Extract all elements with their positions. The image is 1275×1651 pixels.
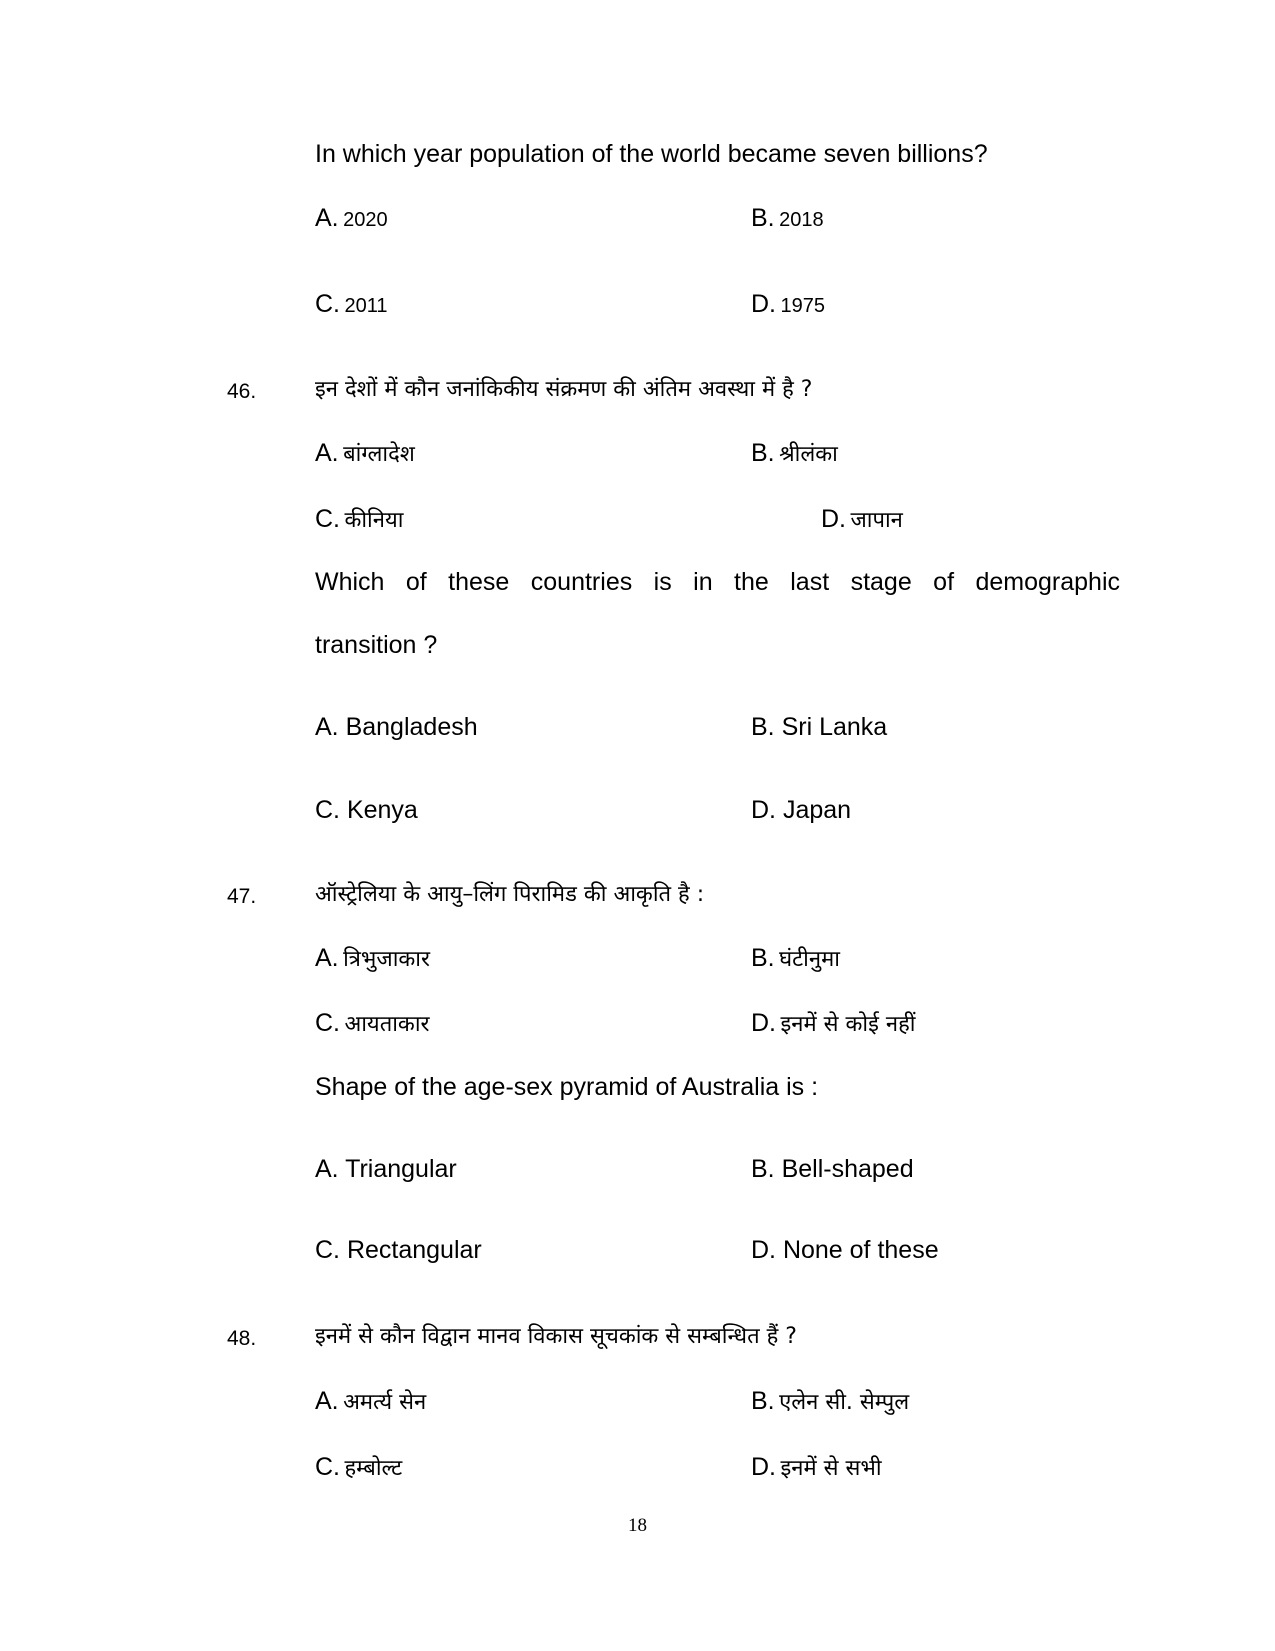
q46-en-option-b: B. Sri Lanka <box>751 713 888 741</box>
q47-hi-option-d <box>751 1008 915 1038</box>
q48-question-hi: इनमें से कौन विद्वान मानव विकास सूचकांक से सम्बन्धित हैं ? <box>315 1324 797 1349</box>
q48-hi-option-c <box>315 1452 402 1482</box>
option-value: श्रीलंका <box>779 442 838 467</box>
option-value: त्रिभुजाकार <box>343 947 431 972</box>
option-value: घंटीनुमा <box>779 947 840 972</box>
option-value: 2011 <box>344 295 388 317</box>
q48-hi-option-b <box>751 1386 909 1416</box>
q47-question-hi: ऑस्ट्रेलिया के आयु–लिंग पिरामिड की आकृति है : <box>315 882 705 907</box>
option-letter: C. <box>315 1453 340 1481</box>
q46-en-option-a: A. Bangladesh <box>315 713 478 741</box>
q47-en-option-b: B. Bell-shaped <box>751 1155 914 1183</box>
q47-hi-option-b <box>751 943 840 973</box>
option-letter: D. <box>751 1453 776 1481</box>
q46-question-hi: इन देशों में कौन जनांकिकीय संक्रमण की अंतिम अवस्था में है ? <box>315 377 813 402</box>
q46-en-option-d: D. Japan <box>751 796 852 824</box>
option-value: एलेन सी. सेम्पुल <box>779 1390 910 1415</box>
option-value: कीनिया <box>344 508 404 533</box>
option-letter: B. <box>751 1387 775 1415</box>
option-value: अमर्त्य सेन <box>343 1390 427 1415</box>
q45-option-d <box>751 290 825 319</box>
option-letter: A. <box>315 204 339 232</box>
q47-en-option-c: C. Rectangular <box>315 1236 482 1264</box>
q47-en-option-a: A. Triangular <box>315 1155 457 1183</box>
option-letter: D. <box>821 505 846 533</box>
option-letter: B. <box>751 204 775 232</box>
q46-hi-option-a <box>315 438 415 468</box>
option-value: 2020 <box>343 209 388 231</box>
option-letter: A. <box>315 944 339 972</box>
option-letter: C. <box>315 1009 340 1037</box>
option-value: इनमें से कोई नहीं <box>780 1012 916 1037</box>
option-value: इनमें से सभी <box>780 1456 882 1481</box>
option-value: 1975 <box>780 295 825 317</box>
q45-question-en: In which year population of the world became seven billions? <box>315 140 988 168</box>
q46-number: 46. <box>227 380 257 403</box>
option-letter: A. <box>315 439 339 467</box>
option-value: जापान <box>850 508 903 533</box>
option-letter: B. <box>751 439 775 467</box>
q47-hi-option-a <box>315 943 430 973</box>
option-letter: D. <box>751 1009 776 1037</box>
q48-hi-option-a <box>315 1386 426 1416</box>
q46-question-en-line1: Which of these countries is in the last stage of demographic <box>315 568 1120 596</box>
option-letter: C. <box>315 290 340 318</box>
option-value: हम्बोल्ट <box>344 1456 403 1481</box>
option-letter: A. <box>315 1387 339 1415</box>
q47-number: 47. <box>227 885 257 908</box>
q46-question-en-line2: transition ? <box>315 631 438 659</box>
q46-hi-option-c <box>315 504 403 534</box>
option-value: 2018 <box>779 209 824 231</box>
q47-question-en: Shape of the age-sex pyramid of Australia is : <box>315 1073 819 1101</box>
option-value: आयताकार <box>344 1012 430 1037</box>
q45-option-c <box>315 290 387 319</box>
q46-en-option-c: C. Kenya <box>315 796 418 824</box>
q48-number: 48. <box>227 1327 257 1350</box>
q45-option-b <box>751 204 824 233</box>
page-number: 18 <box>628 1515 647 1536</box>
q47-hi-option-c <box>315 1008 430 1038</box>
q48-hi-option-d <box>751 1452 882 1482</box>
option-letter: D. <box>751 290 776 318</box>
q46-hi-option-d <box>821 504 903 534</box>
option-letter: B. <box>751 944 775 972</box>
q46-hi-option-b <box>751 438 838 468</box>
option-value: बांग्लादेश <box>343 442 415 467</box>
q45-option-a <box>315 204 388 233</box>
option-letter: C. <box>315 505 340 533</box>
q47-en-option-d: D. None of these <box>751 1236 939 1264</box>
